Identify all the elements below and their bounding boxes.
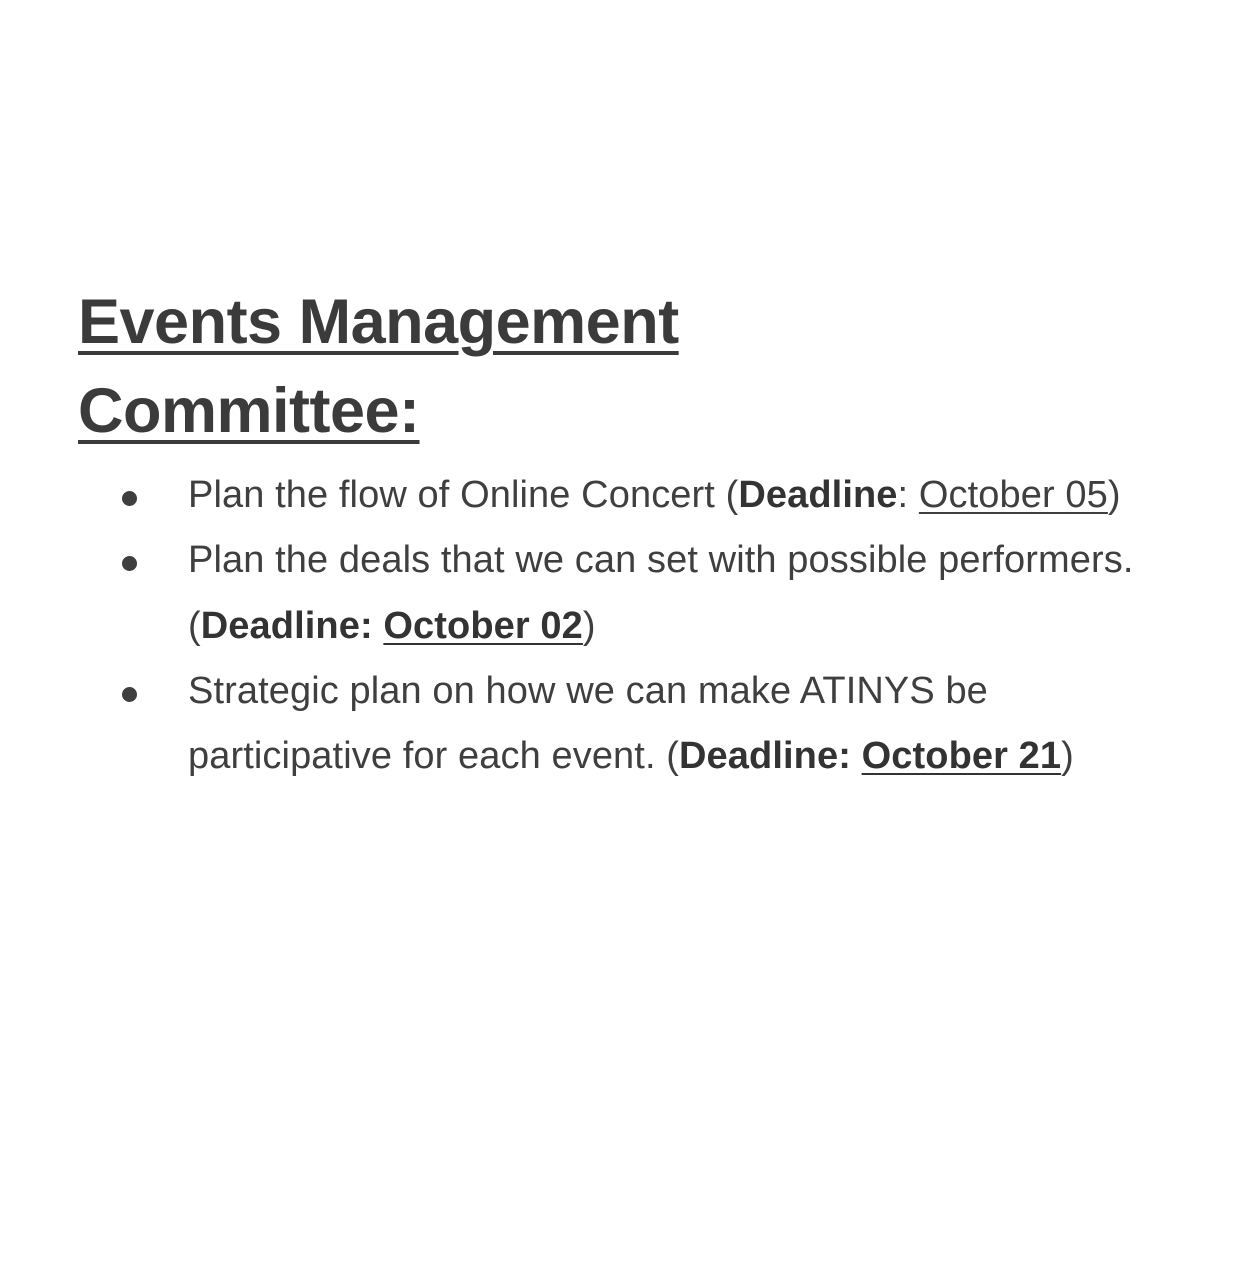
- task-text: Plan the flow of Online Concert (: [188, 473, 739, 516]
- task-text-suffix: ): [1107, 473, 1121, 516]
- deadline-date: October 21: [861, 735, 1062, 778]
- deadline-date: October 02: [383, 604, 583, 647]
- deadline-label: Deadline:: [200, 604, 373, 647]
- list-item: [78, 659, 1178, 790]
- deadline-label: Deadline:: [679, 735, 851, 778]
- task-text: Plan the deals that we can set with possible performers. (: [188, 539, 1134, 647]
- page-title: [78, 278, 838, 457]
- task-text-suffix: ): [582, 604, 596, 647]
- task-text: Strategic plan on how we can make ATINYS be participative for each event. (: [188, 669, 988, 778]
- list-item: [78, 463, 1178, 528]
- page-title-line-2: Committee:: [78, 376, 420, 447]
- deadline-date: October 05: [918, 473, 1108, 516]
- task-list: [78, 463, 1178, 790]
- deadline-separator: [373, 605, 384, 647]
- task-text-suffix: ): [1061, 735, 1074, 778]
- list-item: [78, 528, 1178, 659]
- document-body: [78, 278, 1178, 790]
- deadline-separator: [851, 735, 862, 777]
- page-title-line-1: Events Management: [78, 287, 679, 357]
- deadline-separator: :: [897, 473, 919, 516]
- deadline-label: Deadline: [738, 473, 898, 516]
